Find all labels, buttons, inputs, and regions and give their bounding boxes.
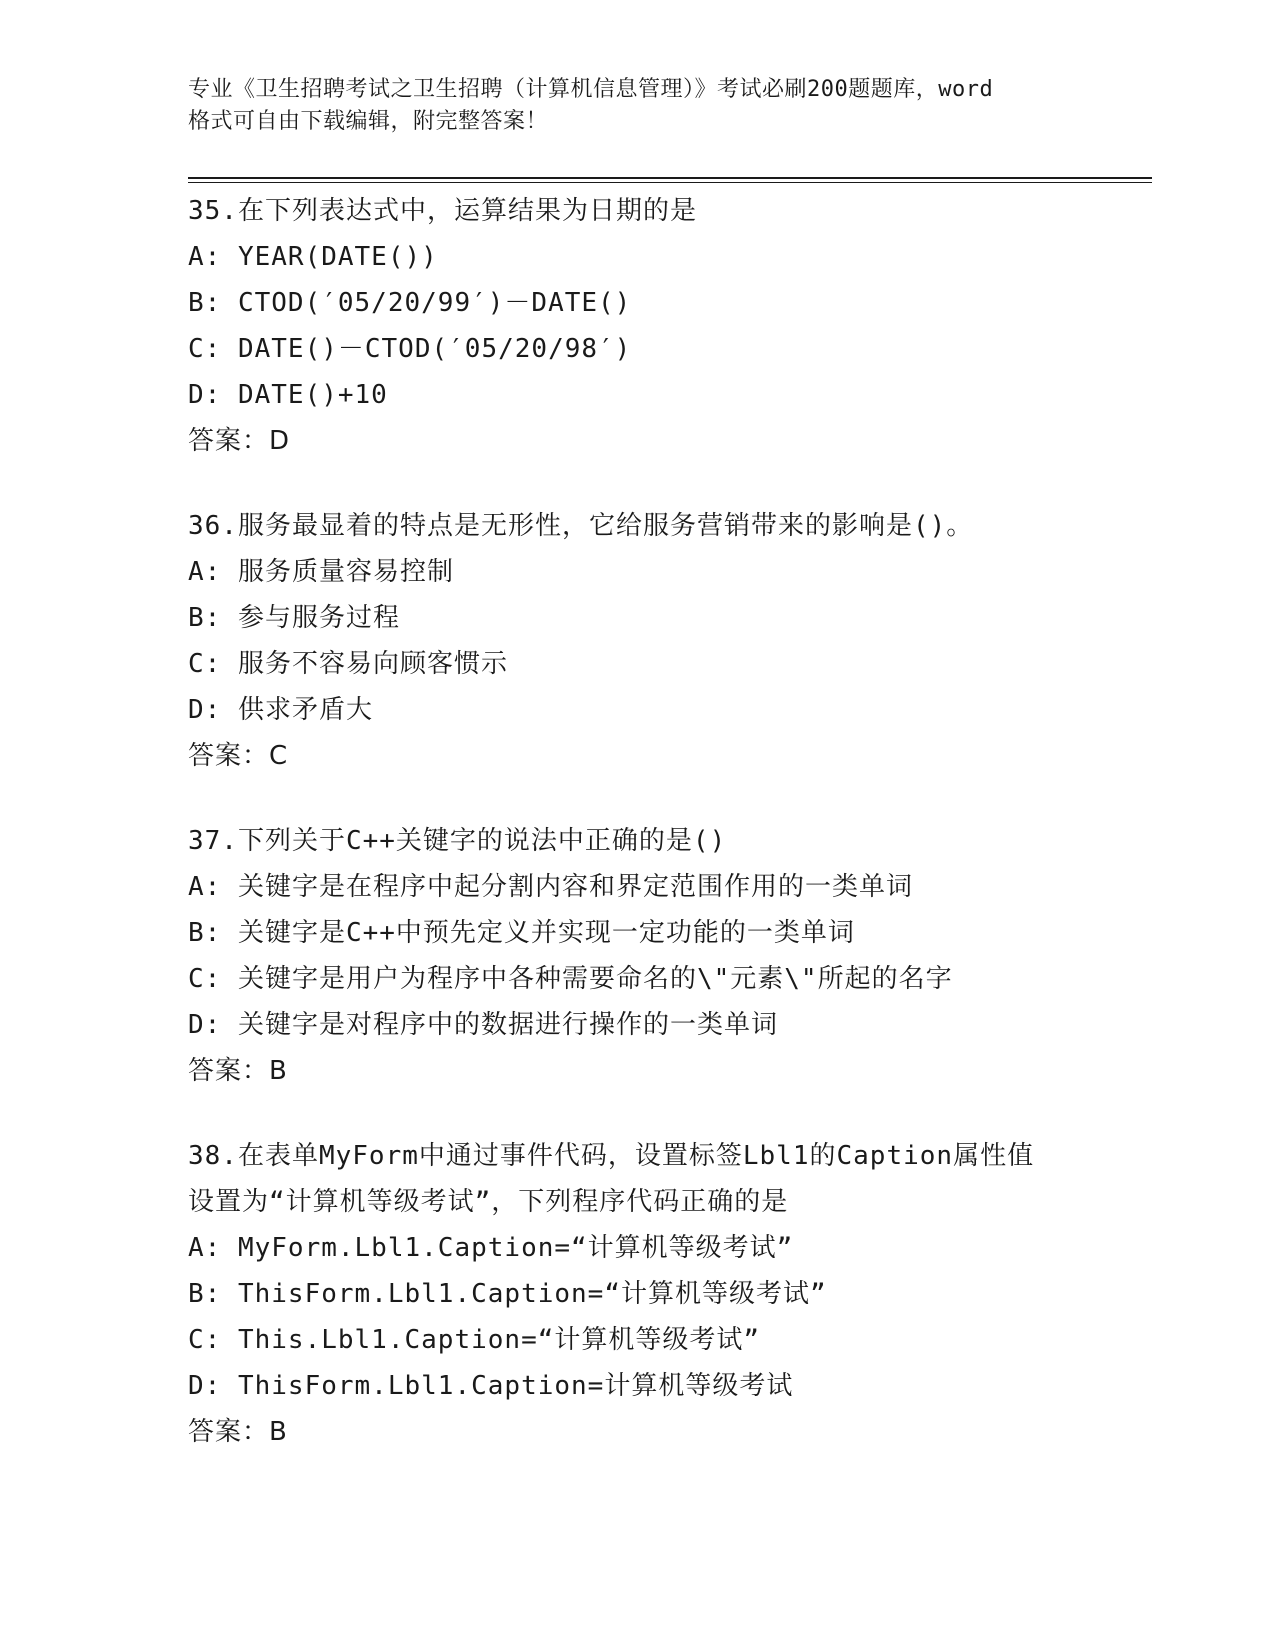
- question-stem: 37.下列关于C++关键字的说法中正确的是(): [188, 826, 727, 856]
- option-c: C: This.Lbl1.Caption=“计算机等级考试”: [188, 1325, 761, 1355]
- option-c: C: DATE()－CTOD(′05/20/98′): [188, 334, 632, 364]
- question-35: [188, 188, 1118, 464]
- header-line-2: 格式可自由下载编辑，附完整答案！: [188, 109, 549, 134]
- option-d: D: DATE()+10: [188, 380, 388, 410]
- question-stem: 36.服务最显着的特点是无形性，它给服务营销带来的影响是()。: [188, 511, 974, 541]
- option-c: C: 服务不容易向顾客惯示: [188, 649, 508, 679]
- option-c: C: 关键字是用户为程序中各种需要命名的\"元素\"所起的名字: [188, 964, 953, 994]
- option-a: A: MyForm.Lbl1.Caption=“计算机等级考试”: [188, 1233, 794, 1263]
- option-a: A: YEAR(DATE()): [188, 242, 438, 272]
- header-rule-thin: [188, 182, 1152, 183]
- option-d: D: 供求矛盾大: [188, 695, 373, 725]
- option-a: A: 关键字是在程序中起分割内容和界定范围作用的一类单词: [188, 872, 913, 902]
- question-37: [188, 818, 1118, 1094]
- answer-line: 答案：B: [188, 1056, 288, 1086]
- answer-line: 答案：B: [188, 1417, 288, 1447]
- question-stem-continued: 设置为“计算机等级考试”，下列程序代码正确的是: [188, 1187, 789, 1217]
- question-list: [188, 188, 1118, 1494]
- header-line-1: 专业《卫生招聘考试之卫生招聘（计算机信息管理）》考试必刷200题题库，word: [188, 77, 994, 102]
- option-a: A: 服务质量容易控制: [188, 557, 454, 587]
- option-b: B: ThisForm.Lbl1.Caption=“计算机等级考试”: [188, 1279, 827, 1309]
- question-38: [188, 1133, 1118, 1455]
- answer-line: 答案：D: [188, 426, 291, 456]
- option-b: B: 关键字是C++中预先定义并实现一定功能的一类单词: [188, 918, 855, 948]
- header-rule-thick: [188, 177, 1152, 179]
- option-b: B: 参与服务过程: [188, 603, 400, 633]
- option-b: B: CTOD(′05/20/99′)－DATE(): [188, 288, 632, 318]
- question-36: [188, 503, 1118, 779]
- document-header: [188, 74, 1088, 138]
- question-stem: 35.在下列表达式中，运算结果为日期的是: [188, 196, 697, 226]
- option-d: D: 关键字是对程序中的数据进行操作的一类单词: [188, 1010, 778, 1040]
- option-d: D: ThisForm.Lbl1.Caption=计算机等级考试: [188, 1371, 794, 1401]
- answer-line: 答案：C: [188, 741, 289, 771]
- question-stem: 38.在表单MyForm中通过事件代码，设置标签Lbl1的Caption属性值: [188, 1141, 1035, 1171]
